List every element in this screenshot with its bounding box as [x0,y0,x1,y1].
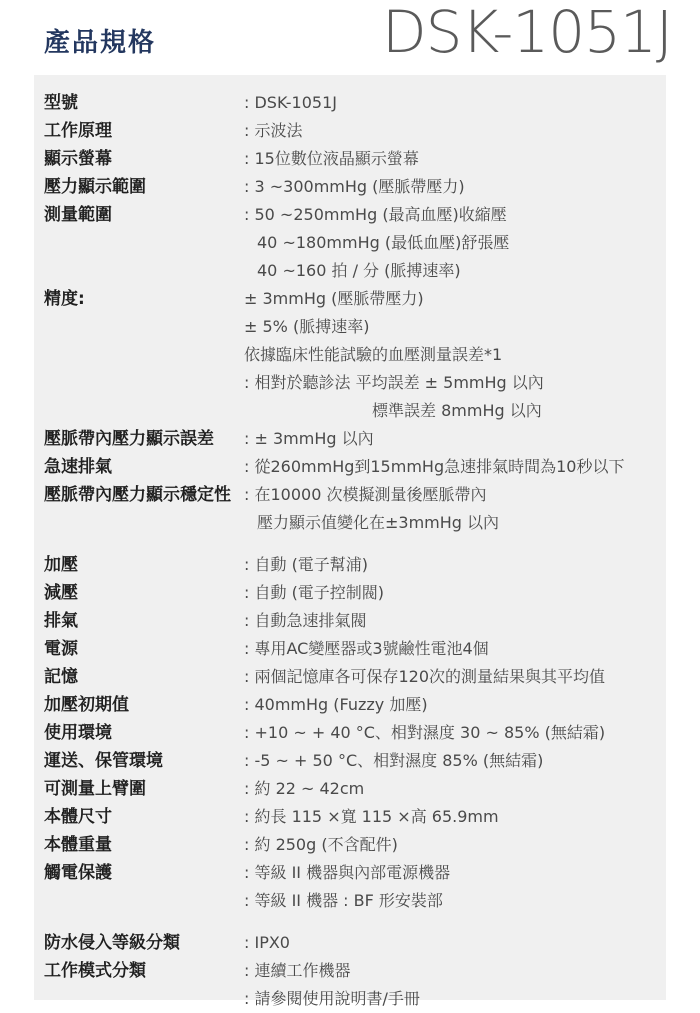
spec-row [44,775,664,803]
spec-row [44,957,664,985]
spec-value: : 15位數位液晶顯示螢幕 [244,149,419,168]
spec-row [44,509,664,537]
spec-value: : 連續工作機器 [244,961,351,980]
spec-value: : ± 3mmHg 以內 [244,429,374,448]
spec-label: 電源 [44,639,78,659]
spec-value: ± 5% (脈搏速率) [244,317,370,336]
spec-value: : 50 ~250mmHg (最高血壓)收縮壓 [244,205,507,224]
spec-row [44,201,664,229]
spec-value: : 約 22 ~ 42cm [244,779,365,798]
spec-label: 顯示螢幕 [44,149,112,169]
spec-row [44,285,664,313]
spec-value: : 約長 115 ×寬 115 ×高 65.9mm [244,807,499,826]
spec-label: 急速排氣 [44,457,112,477]
spec-row [44,691,664,719]
spec-value: 40 ~160 拍 / 分 (脈搏速率) [257,261,461,280]
spec-value: : 自動 (電子幫浦) [244,555,369,574]
spec-label: 測量範圍 [44,205,112,225]
spec-list [44,89,664,1013]
spec-label: 運送、保管環境 [44,751,163,771]
spec-value: 壓力顯示值變化在±3mmHg 以內 [257,513,500,532]
spec-panel [34,75,666,1008]
spec-label: 記憶 [44,667,78,687]
spec-label: 加壓 [44,555,78,575]
spec-row [44,313,664,341]
spec-label: 壓脈帶內壓力顯示穩定性 [44,485,231,505]
spec-label: 型號 [44,93,78,113]
spec-label: 可測量上臂圍 [44,779,146,799]
spec-row [44,145,664,173]
spec-value: : 兩個記憶庫各可保存120次的測量結果與其平均值 [244,667,606,686]
spec-row [44,551,664,579]
header [0,0,700,75]
spec-row [44,369,664,397]
spec-row [44,929,664,957]
spec-value: : 自動急速排氣閥 [244,611,367,630]
spec-value: : 等級 II 機器與內部電源機器 [244,863,451,882]
model-number-heading: DSK-1051J [381,0,672,66]
spec-label: 本體尺寸 [44,807,112,827]
spec-row [44,719,664,747]
spec-value: : 示波法 [244,121,303,140]
spec-row [44,985,664,1013]
spec-label: 觸電保護 [44,863,112,883]
spec-value: : 請參閱使用說明書/手冊 [244,989,420,1008]
spec-value: : 從260mmHg到15mmHg急速排氣時間為10秒以下 [244,457,625,476]
spec-row [44,831,664,859]
spec-label: 使用環境 [44,723,112,743]
spec-value: : 等級 II 機器 : BF 形安裝部 [244,891,443,910]
spec-label: 排氣 [44,611,78,631]
spec-value: : -5 ~ + 50 °C、相對濕度 85% (無結霜) [244,751,544,770]
spec-row [44,887,664,915]
spec-value: : +10 ~ + 40 °C、相對濕度 30 ~ 85% (無結霜) [244,723,606,742]
spec-value: : DSK-1051J [244,93,337,112]
spec-row [44,117,664,145]
spec-row [44,397,664,425]
spec-value: : 在10000 次模擬測量後壓脈帶內 [244,485,487,504]
spec-label: 減壓 [44,583,78,603]
spec-row [44,257,664,285]
spec-row [44,859,664,887]
spec-value: 依據臨床性能試驗的血壓測量誤差*1 [244,345,503,364]
spec-row [44,173,664,201]
page-title: 產品規格 [44,28,157,58]
spec-value: : IPX0 [244,933,290,952]
spec-value: : 約 250g (不含配件) [244,835,398,854]
spec-row [44,453,664,481]
spec-value: : 相對於聽診法 平均誤差 ± 5mmHg 以內 [244,373,544,392]
spec-value: 標準誤差 8mmHg 以內 [372,401,542,420]
spec-row [44,89,664,117]
spec-value: : 自動 (電子控制閥) [244,583,385,602]
spec-label: 加壓初期值 [44,695,129,715]
spec-value: 40 ~180mmHg (最低血壓)舒張壓 [257,233,510,252]
spec-label: 防水侵入等級分類 [44,933,180,953]
spec-label: 本體重量 [44,835,112,855]
spec-row [44,607,664,635]
spec-value: ± 3mmHg (壓脈帶壓力) [244,289,424,308]
spec-row [44,635,664,663]
spec-row [44,229,664,257]
spec-row [44,803,664,831]
spec-value: : 專用AC變壓器或3號鹼性電池4個 [244,639,489,658]
spec-label: 精度: [44,289,85,309]
spec-value: : 3 ~300mmHg (壓脈帶壓力) [244,177,465,196]
spec-label: 壓脈帶內壓力顯示誤差 [44,429,214,449]
spec-row [44,747,664,775]
spec-row [44,481,664,509]
spec-label: 工作模式分類 [44,961,146,981]
spec-row [44,663,664,691]
spec-row [44,341,664,369]
spec-label: 工作原理 [44,121,112,141]
spec-value: : 40mmHg (Fuzzy 加壓) [244,695,428,714]
spec-label: 壓力顯示範圍 [44,177,146,197]
spec-row [44,579,664,607]
spec-row [44,425,664,453]
